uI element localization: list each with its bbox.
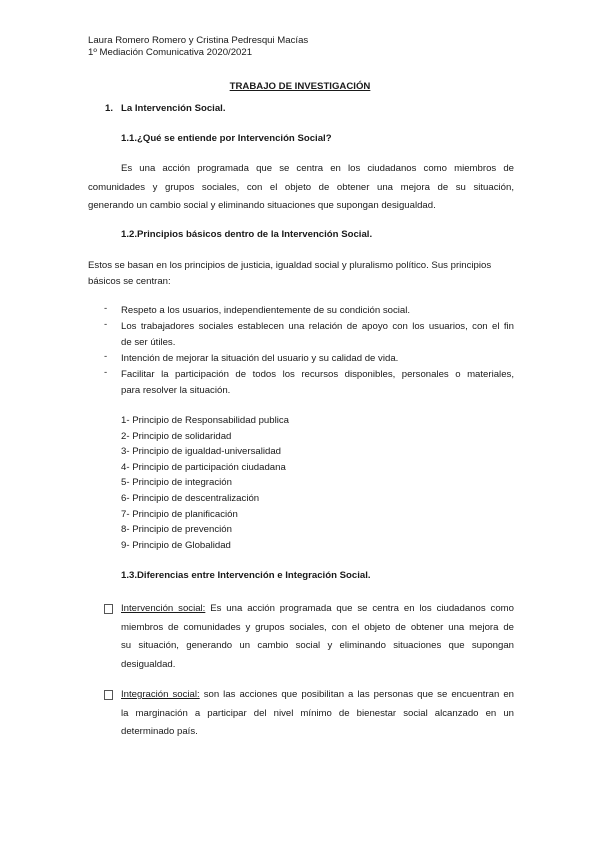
bullet-marker: - bbox=[104, 351, 108, 362]
bullet-marker: - bbox=[104, 319, 108, 330]
bullet-line: Facilitar la participación de todos los recursos disponibles, personales o materiales, bbox=[121, 369, 514, 380]
missing-glyph-bullet-icon bbox=[104, 690, 113, 700]
definition-term: Integración social: bbox=[121, 689, 200, 700]
definition-text: Es una acción programada que se centra en los ciudadanos como bbox=[205, 603, 514, 614]
definition-line: su situación, generando un cambio social y eliminando situaciones que supongan bbox=[121, 640, 514, 651]
principle-item: 8- Principio de prevención bbox=[121, 524, 232, 536]
principles-list bbox=[121, 413, 289, 553]
bullet-marker: - bbox=[104, 303, 108, 314]
definition-line: desigualdad. bbox=[121, 658, 176, 670]
section-1-label: La Intervención Social. bbox=[121, 103, 226, 114]
definition-text: son las acciones que posibilitan a las personas que se encuentran en bbox=[199, 689, 515, 700]
paragraph-line: generando un cambio social y eliminando situaciones que supongan desigualdad. bbox=[88, 200, 436, 211]
definition-line: determinado país. bbox=[121, 726, 198, 737]
bullet-marker: - bbox=[104, 367, 108, 378]
intro-line: básicos se centran: bbox=[88, 276, 171, 287]
principle-item: 5- Principio de integración bbox=[121, 477, 232, 489]
paragraph-line: comunidades y grupos sociales, con el objeto de obtener una mejora de su situación, bbox=[88, 181, 514, 193]
bullet-line: de ser útiles. bbox=[121, 337, 176, 348]
subsection-1-2-heading: 1.2.Principios básicos dentro de la Intervención Social. bbox=[121, 229, 373, 240]
principle-item: 9- Principio de Globalidad bbox=[121, 539, 231, 551]
subsection-1-3-heading: 1.3.Diferencias entre Intervención e Integración Social. bbox=[121, 570, 371, 581]
definition-first-line bbox=[121, 686, 514, 705]
bullet-line: Los trabajadores sociales establecen una relación de apoyo con los usuarios, con el fin bbox=[121, 321, 514, 332]
subsection-1-2-intro bbox=[88, 258, 491, 290]
course: 1º Mediación Comunicativa 2020/2021 bbox=[88, 47, 253, 58]
bullet-line: Respeto a los usuarios, independientemente de su condición social. bbox=[121, 305, 411, 316]
authors: Laura Romero Romero y Cristina Pedresqui Macías bbox=[88, 35, 309, 46]
principle-item: 4- Principio de participación ciudadana bbox=[121, 461, 286, 473]
principle-item: 7- Principio de planificación bbox=[121, 508, 238, 520]
intro-line: Estos se basan en los principios de justicia, igualdad social y pluralismo político. Sus principios bbox=[88, 260, 492, 271]
subsection-1-1-paragraph bbox=[88, 160, 514, 216]
document-title: TRABAJO DE INVESTIGACIÓN bbox=[229, 81, 371, 92]
subsection-1-1-heading: 1.1.¿Qué se entiende por Intervención Social? bbox=[121, 133, 332, 144]
missing-glyph-bullet-icon bbox=[104, 604, 113, 614]
definition-first-line bbox=[121, 600, 514, 619]
paragraph-line: Es una acción programada que se centra en los ciudadanos como miembros de bbox=[121, 163, 514, 174]
document-header bbox=[88, 35, 308, 59]
bullet-line: para resolver la situación. bbox=[121, 385, 231, 396]
principle-item: 6- Principio de descentralización bbox=[121, 492, 260, 504]
bullet-line: Intención de mejorar la situación del usuario y su calidad de vida. bbox=[121, 353, 399, 364]
definition-term: Intervención social: bbox=[121, 603, 206, 614]
definition-line: la marginación a participar del nivel mínimo de bienestar social alcanzado en un bbox=[121, 707, 514, 719]
section-1-number: 1. bbox=[105, 103, 114, 114]
principle-item: 3- Principio de igualdad-universalidad bbox=[121, 446, 281, 458]
principle-item: 1- Principio de Responsabilidad publica bbox=[121, 415, 289, 426]
definition-line: miembros de comunidades y grupos sociales, con el objeto de obtener una mejora de bbox=[121, 621, 514, 633]
principle-item: 2- Principio de solidaridad bbox=[121, 430, 232, 442]
